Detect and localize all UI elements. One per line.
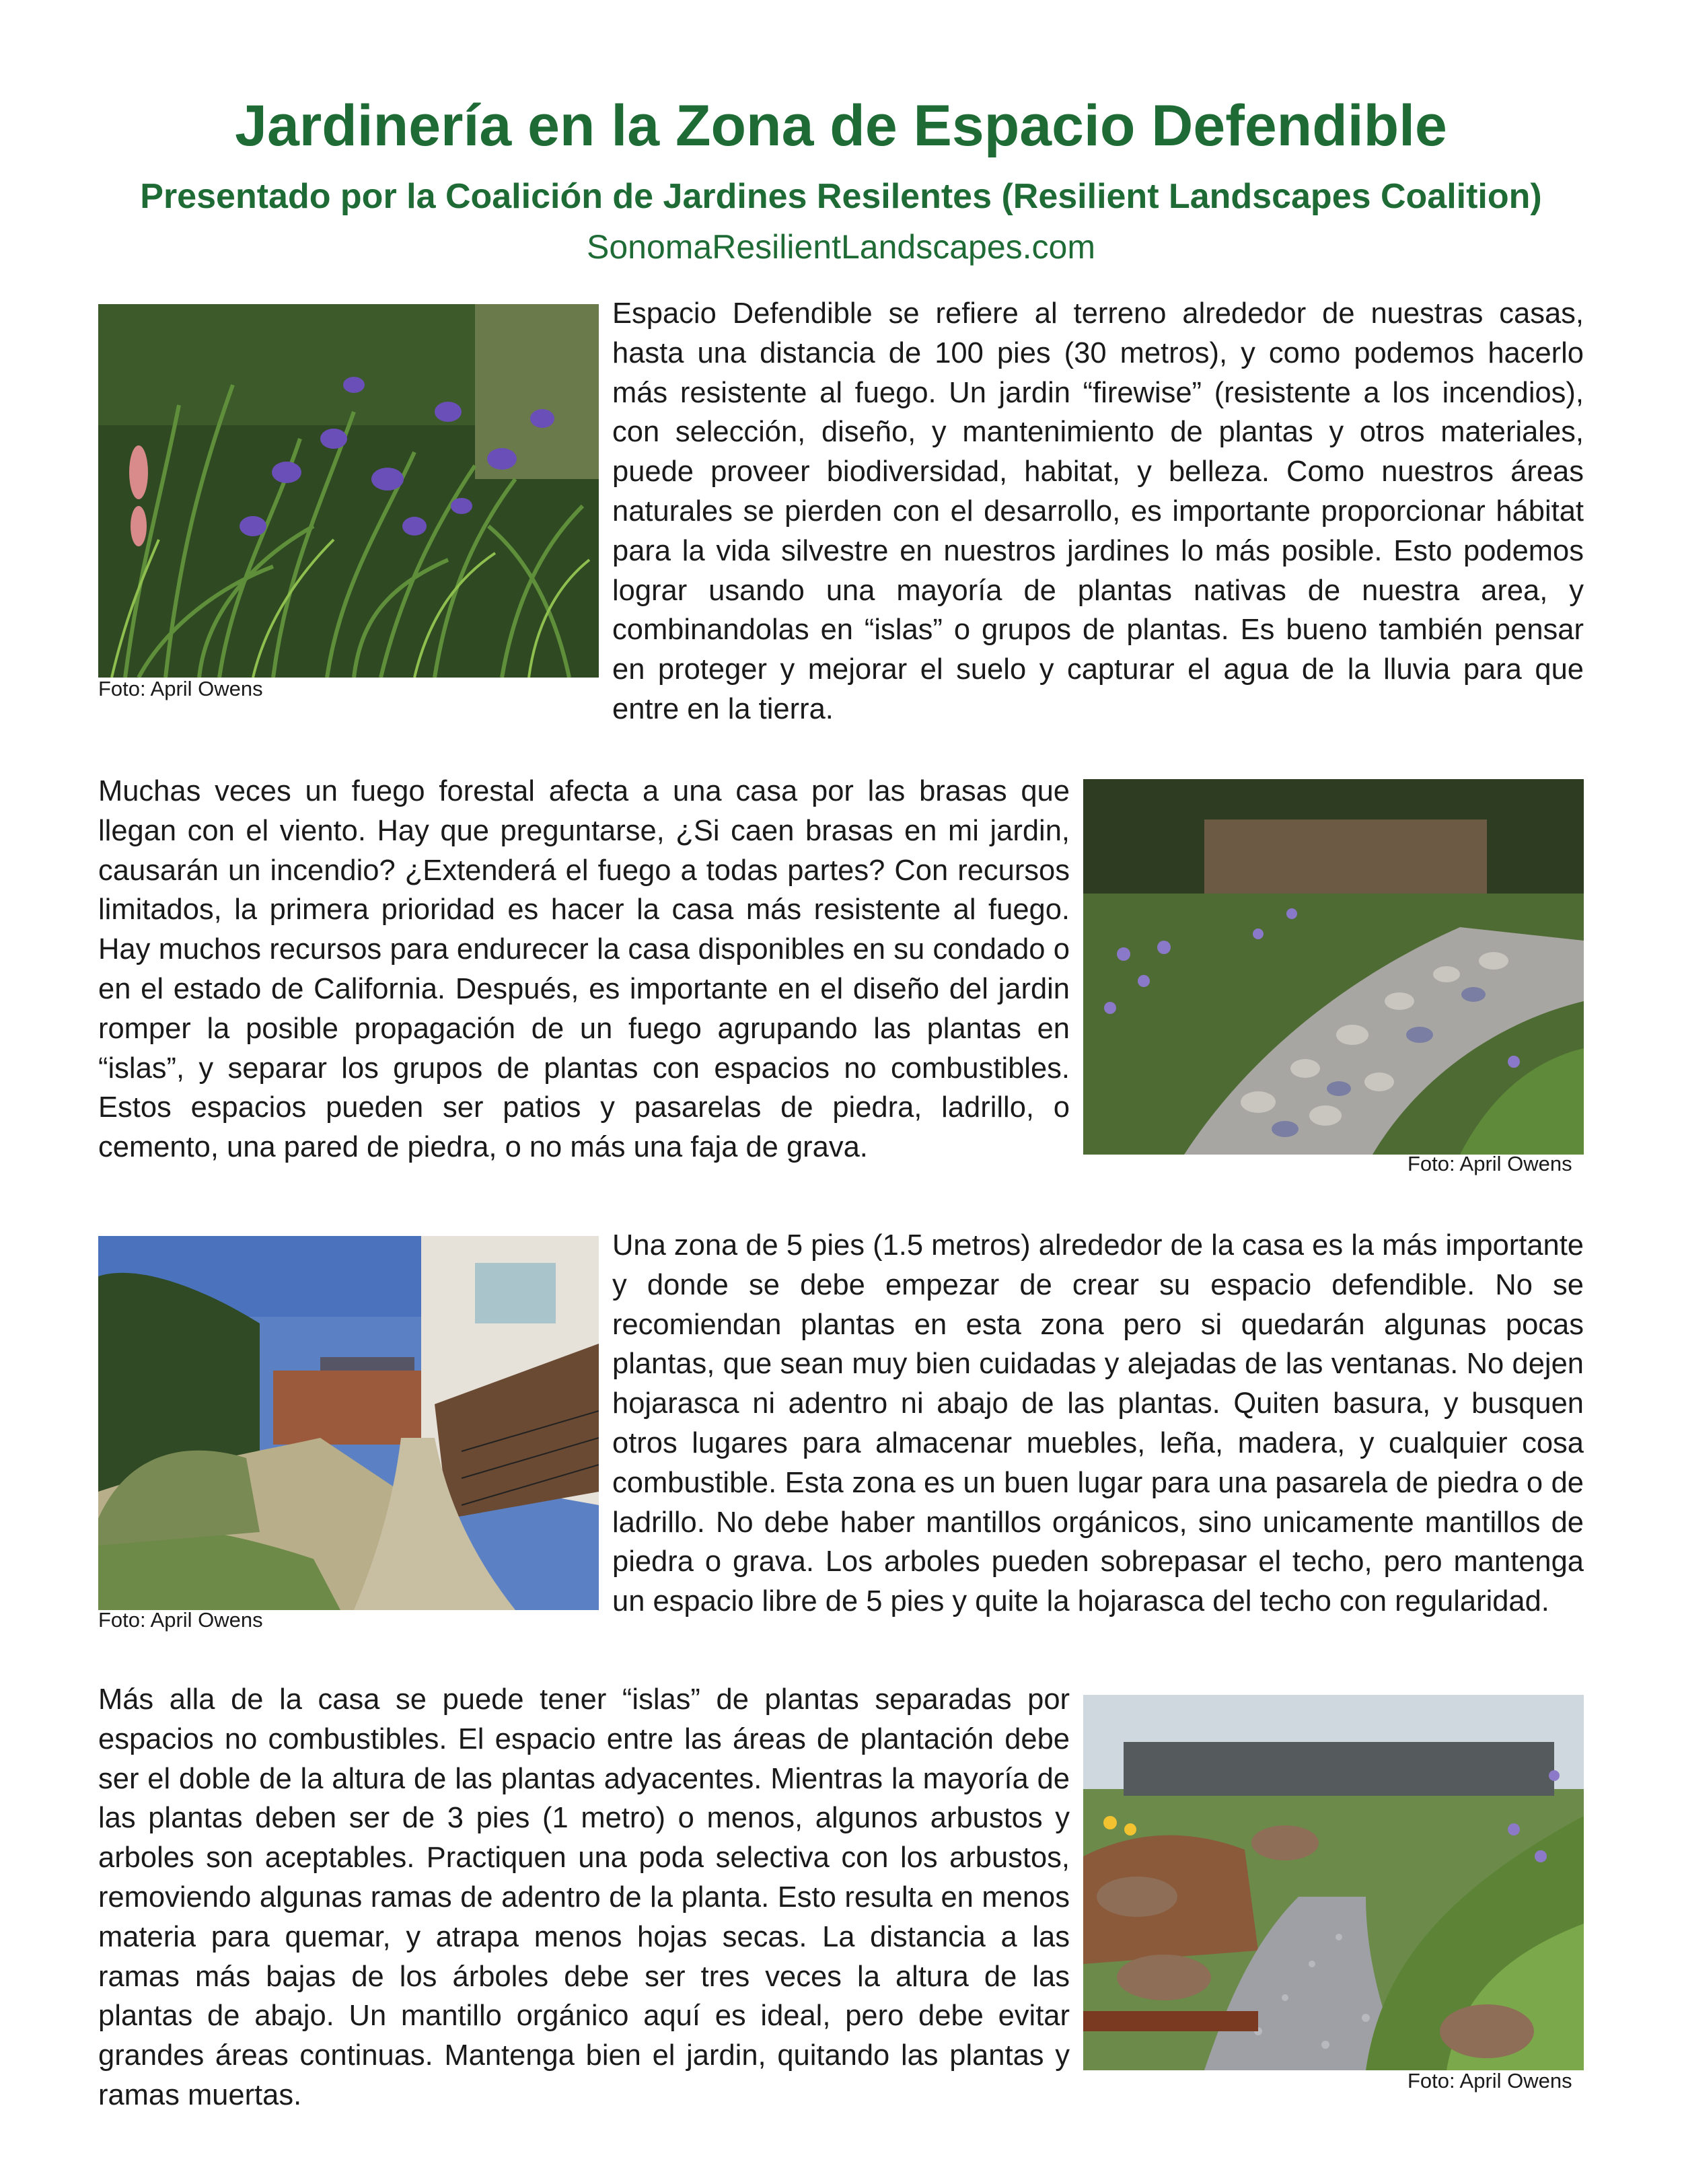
photo-credit: Foto: April Owens (98, 1608, 263, 1632)
section-2-text: Muchas veces un fuego forestal afecta a una casa por las brasas que llegan con el viento. Hay que preguntarse, ¿Si caen brasas en mi jardin, causarán un incendio? ¿Extenderá el fuego a todas partes? Con recursos limitados, la primera prioridad es hacer la casa más resistente al fuego. Hay muchos recursos para endurecer la casa disponibles en su condado o en el estado de California. Después, es importante en el diseño del jardin romper la posible propagación de un fuego agrupando las plantas en “islas”, y separar los grupos de plantas con espacios no combustibles. Estos espacios pueden ser patios y pasarelas de piedra, ladrillo, o cemento, una pared de piedra, o no más una faja de grava. (98, 775, 1070, 1164)
photo-iris-garden (98, 304, 599, 678)
photo-house-zone (98, 1236, 599, 1610)
section-1-text: Espacio Defendible se refiere al terreno alrededor de nuestras casas, hasta una distancia de 100 pies (30 metros), y como podemos hacerlo más resistente al fuego. Un jardin “firewise” (resistente a los incendios), con selección, diseño, y mantenimiento de plantas y otros materiales, puede proveer biodiversidad, habitat, y belleza. Como nuestros áreas naturales se pierden con el desarrollo, es importante proporcionar hábitat para la vida silvestre en nuestros jardines lo más posible. Esto podemos lograr usando una mayoría de plantas nativas de nuestra area, y combinandolas en “islas” o grupos de plantas. Es bueno también pensar en proteger y mejorar el suelo y capturar el agua de la lluvia para que entre en la tierra. (612, 297, 1584, 725)
section-3-text: Una zona de 5 pies (1.5 metros) alrededor de la casa es la más importante y donde se debe empezar de crear su espacio defendible. No se recomiendan plantas en esta zona pero si quedarán algunas pocas plantas, que sean muy bien cuidadas y alejadas de las ventanas. No dejen hojarasca ni adentro ni abajo de las plantas. Quiten basura, y busquen otros lugares para almacenar muebles, leña, madera, y cualquier cosa combustible. Esta zona es un buen lugar para una pasarela de piedra o de ladrillo. No debe haber mantillos orgánicos, sino unicamente mantillos de piedra o grava. Los arboles pueden sobrepasar el techo, pero mantenga un espacio libre de 5 pies y quite la hojarasca del techo con regularidad. (612, 1229, 1584, 1618)
photo-rock-path (1083, 779, 1584, 1155)
photo-credit: Foto: April Owens (1407, 1152, 1572, 1175)
photo-credit: Foto: April Owens (98, 677, 263, 700)
page-title: Jardinería en la Zona de Espacio Defendible (235, 94, 1447, 158)
website-link[interactable]: SonomaResilientLandscapes.com (587, 228, 1095, 266)
section-4-text: Más alla de la casa se puede tener “islas” de plantas separadas por espacios no combustibles. El espacio entre las áreas de plantación debe ser el doble de la altura de las plantas adyacentes. Mientras la mayoría de las plantas deben ser de 3 pies (1 metro) o menos, algunos arbustos y arboles son aceptables. Practiquen una poda selectiva con los arbustos, removiendo algunas ramas de adentro de la planta. Esto resulta en menos materia para quemar, y atrapa menos hojas secas. La distancia a las ramas más bajas de los árboles debe ser tres veces la altura de las plantas de abajo. Un mantillo orgánico aquí es ideal, pero debe evitar grandes áreas continuas. Mantenga bien el jardin, quitando las plantas y ramas muertas. (98, 1683, 1070, 2111)
photo-gravel-path (1083, 1695, 1584, 2070)
page-subtitle: Presentado por la Coalición de Jardines Resilentes (Resilient Landscapes Coalition) (140, 177, 1542, 216)
photo-credit: Foto: April Owens (1407, 2069, 1572, 2092)
